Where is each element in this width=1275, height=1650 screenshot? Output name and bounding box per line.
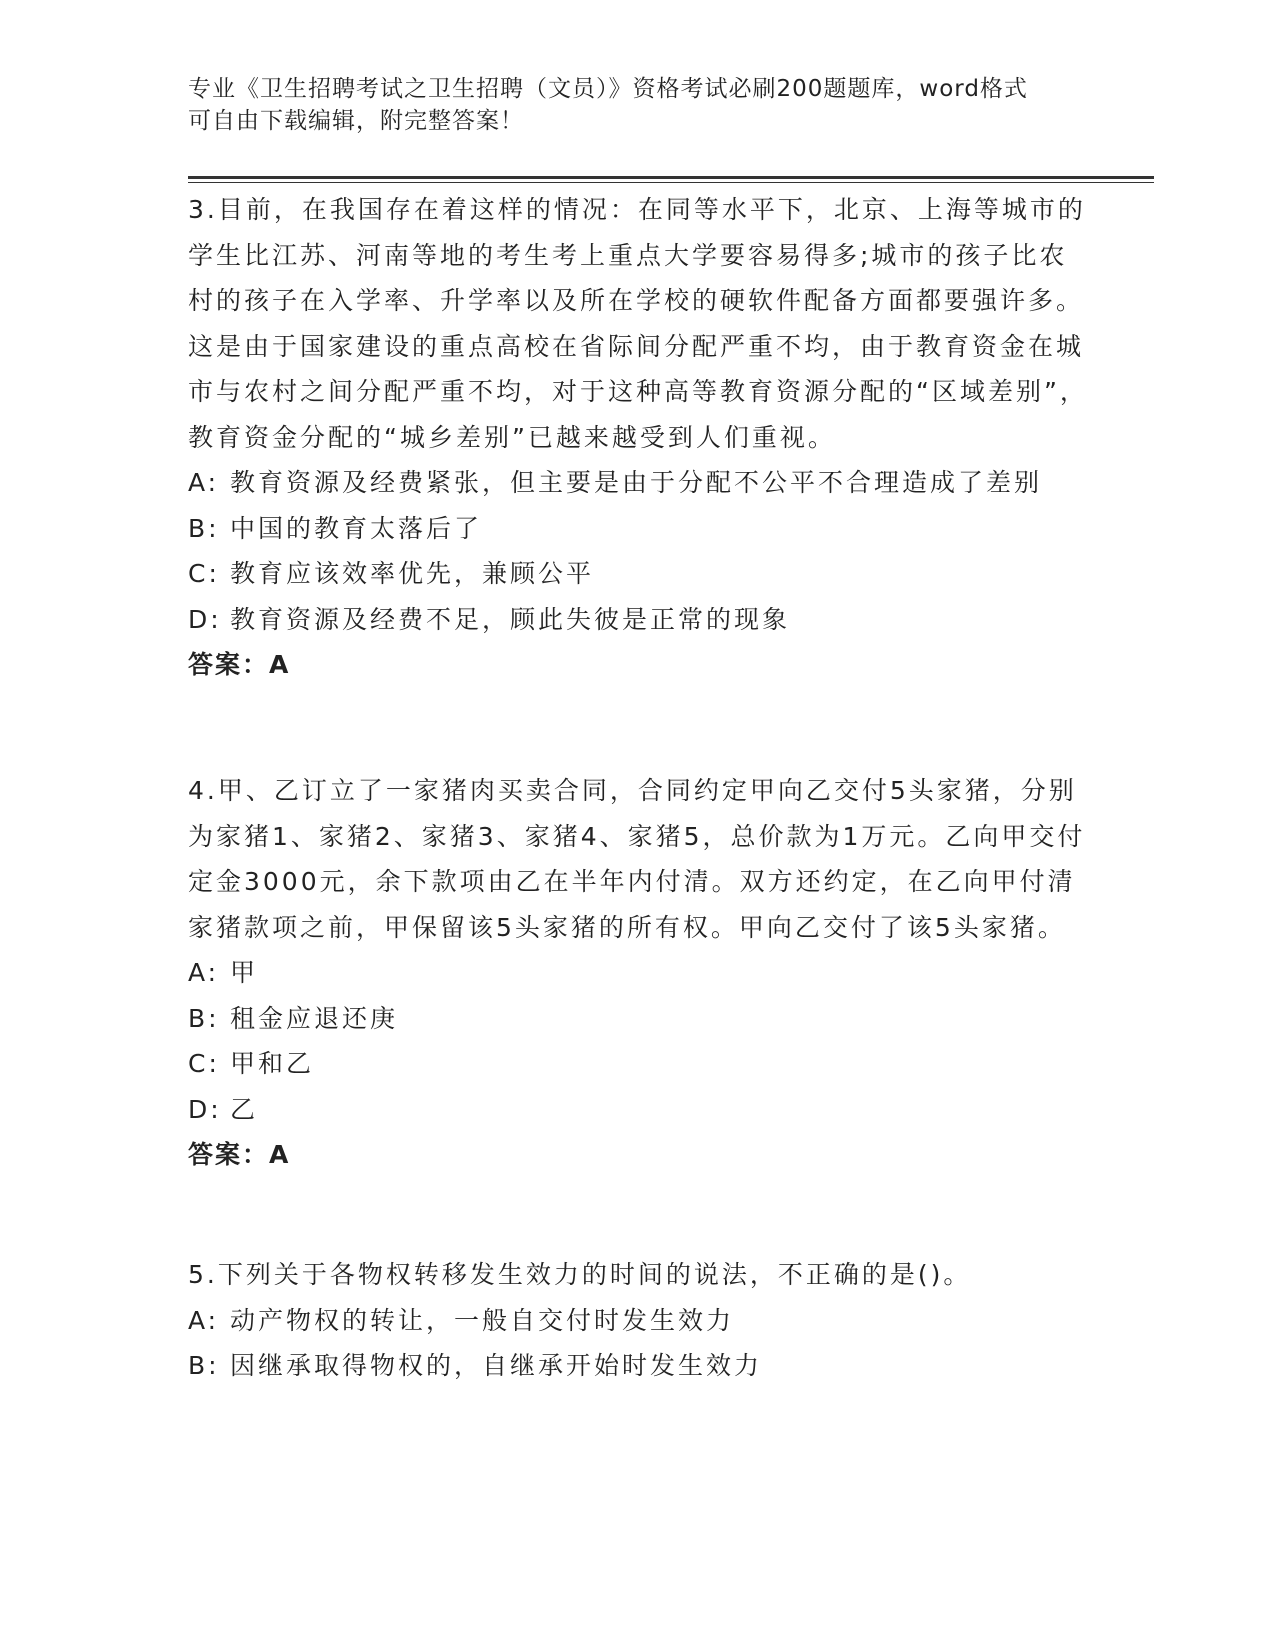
header-divider-thin <box>188 182 1154 183</box>
document-header <box>188 73 1088 137</box>
option-key: B: <box>188 1003 220 1033</box>
question-4 <box>188 768 1088 1178</box>
answer-label: 答案：A <box>188 1140 291 1169</box>
option-text: 甲 <box>230 958 259 987</box>
option-text: 中国的教育太落后了 <box>230 513 483 543</box>
question-5 <box>188 1252 1088 1389</box>
header-divider-thick <box>188 176 1154 179</box>
option-key: C: <box>188 559 220 588</box>
option-text: 甲和乙 <box>230 1049 315 1078</box>
question-3 <box>188 187 1088 688</box>
question-stem: 3.目前，在我国存在着这样的情况：在同等水平下，北京、上海等城市的学生比江苏、河南等地的考生考上重点大学要容易得多;城市的孩子比农村的孩子在入学率、升学率以及所在学校的硬软件配备方面都要强许多。这是由于国家建设的重点高校在省际间分配严重不均，由于教育资金在城市与农村之间分配严重不均，对于这种高等教育资源分配的“区域差别”，教育资金分配的“城乡差别”已越来越受到人们重视。 <box>188 195 1088 452</box>
option-key: A: <box>188 958 220 987</box>
option-c <box>188 551 1088 597</box>
option-d <box>188 597 1088 643</box>
answer-label: 答案：A <box>188 650 291 679</box>
option-c <box>188 1041 1088 1087</box>
header-line-1: 专业《卫生招聘考试之卫生招聘（文员）》资格考试必刷200题题库，word格式 <box>188 76 1028 102</box>
option-b <box>188 506 1088 552</box>
option-key: B: <box>188 513 220 543</box>
option-text: 教育资源及经费不足，顾此失彼是正常的现象 <box>230 604 791 634</box>
question-stem: 5.下列关于各物权转移发生效力的时间的说法，不正确的是()。 <box>188 1260 972 1289</box>
option-text: 乙 <box>230 1094 259 1124</box>
option-b <box>188 996 1088 1042</box>
option-text: 租金应退还庚 <box>230 1003 399 1033</box>
option-a <box>188 1298 1088 1344</box>
question-stem: 4.甲、乙订立了一家猪肉买卖合同，合同约定甲向乙交付5头家猪，分别为家猪1、家猪2、家猪3、家猪4、家猪5，总价款为1万元。乙向甲交付定金3000元，余下款项由乙在半年内付清。双方还约定，在乙向甲付清家猪款项之前，甲保留该5头家猪的所有权。甲向乙交付了该5头家猪。 <box>188 776 1086 942</box>
option-b <box>188 1343 1088 1389</box>
option-text: 教育资源及经费紧张，但主要是由于分配不公平不合理造成了差别 <box>230 468 1043 497</box>
option-a <box>188 460 1088 506</box>
option-key: D: <box>188 604 222 634</box>
option-text: 教育应该效率优先，兼顾公平 <box>230 559 595 588</box>
option-key: A: <box>188 1305 220 1335</box>
option-text: 因继承取得物权的，自继承开始时发生效力 <box>230 1351 763 1380</box>
option-d <box>188 1087 1088 1133</box>
option-key: C: <box>188 1049 220 1078</box>
option-key: A: <box>188 468 220 497</box>
header-line-2: 可自由下载编辑，附完整答案！ <box>188 108 524 134</box>
option-key: B: <box>188 1351 220 1380</box>
option-key: D: <box>188 1094 222 1124</box>
option-text: 动产物权的转让，一般自交付时发生效力 <box>230 1305 735 1335</box>
option-a <box>188 950 1088 996</box>
